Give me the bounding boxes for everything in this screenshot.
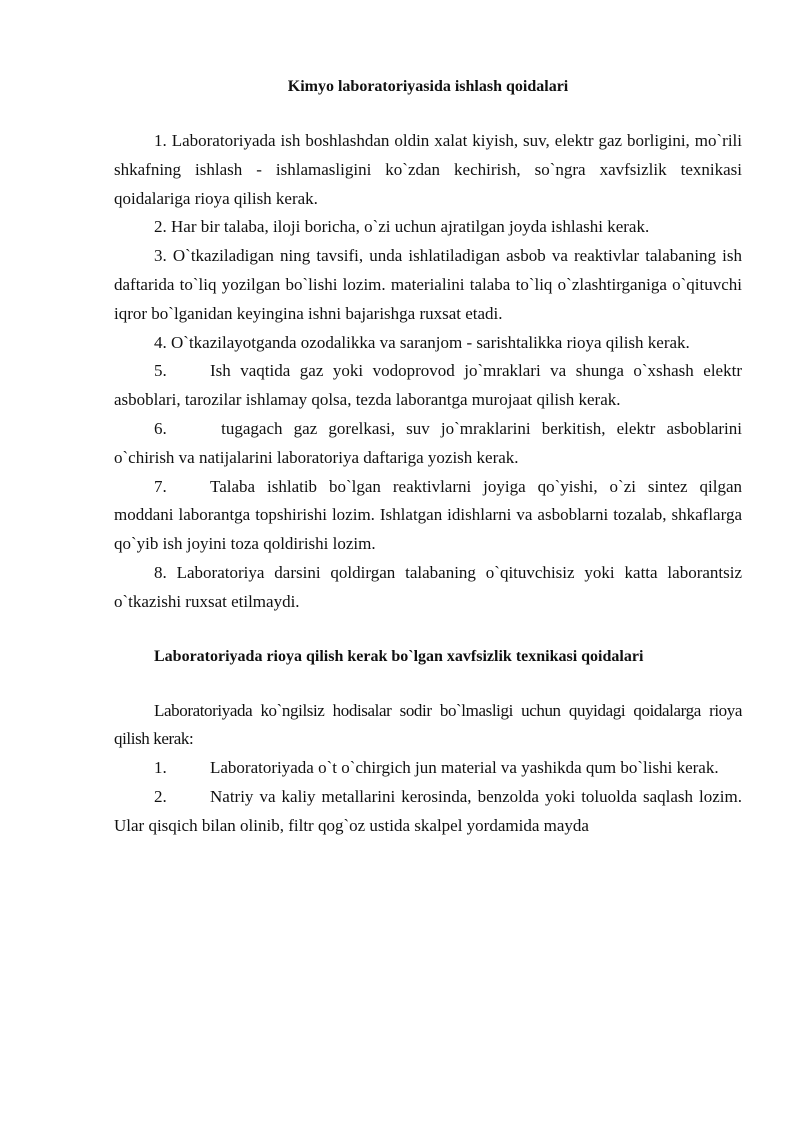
- rule-paragraph: [114, 127, 742, 213]
- rule-text: Laboratoriya darsini qoldirgan talabaning o`qituvchisiz yoki katta laborantsiz o`tkazishi ruxsat etilmaydi.: [114, 562, 743, 611]
- rule-paragraph: [114, 213, 742, 242]
- rule-text: Laboratoriyada ish boshlashdan oldin xalat kiyish, suv, elektr gaz borligini, mo`rili shkafning ishlash - ishlamasligini ko`zdan kechirish, so`ngra xavfsizlik texnikasi qoidalariga rioya qilish kerak.: [114, 131, 742, 208]
- rule-number: 2.: [154, 786, 167, 806]
- rule-text: Talaba ishlatib bo`lgan reaktivlarni joyiga qo`yishi, o`zi sintez qilgan moddani laborantga topshirishi lozim. Ishlatgan idishlarni va asboblarni tozalab, shkaflarga qo`yib ish joyini toza qoldirishi lozim.: [114, 476, 742, 554]
- rule-text: Har bir talaba, iloji boricha, o`zi uchun ajratilgan joyda ishlashi kerak.: [171, 217, 650, 237]
- rule-number: 1.: [154, 131, 167, 150]
- rule-number: 7.: [154, 476, 167, 496]
- rule-number: 8.: [154, 562, 167, 582]
- rule-paragraph: [114, 415, 742, 473]
- rule-number: 6.: [154, 418, 167, 438]
- rule-text: Natriy va kaliy metallarini kerosinda, benzolda yoki toluolda saqlash lozim. Ular qisqich bilan olinib, filtr qog`oz ustida skalpel yordamida mayda: [114, 786, 742, 835]
- rule-number: 2.: [154, 217, 167, 237]
- rule-number: 5.: [154, 361, 167, 381]
- rule-text: Ish vaqtida gaz yoki vodoprovod jo`mraklari va shunga o`xshash elektr asboblari, tarozilar ishlamay qolsa, tezda laborantga murojaat qilish kerak.: [114, 361, 742, 410]
- rule-paragraph: [114, 559, 742, 617]
- page-title: Kimyo laboratoriyasida ishlash qoidalari: [287, 78, 569, 95]
- safety-rule-paragraph: [114, 754, 742, 783]
- rule-paragraph: [114, 473, 742, 559]
- rule-text: O`tkazilayotganda ozodalikka va saranjom - sarishtalikka rioya qilish kerak.: [171, 332, 690, 352]
- rule-number: 1.: [154, 758, 167, 778]
- safety-rule-paragraph: [114, 783, 742, 841]
- rule-paragraph: [114, 242, 742, 328]
- rule-text: Laboratoriyada o`t o`chirgich jun material va yashikda qum bo`lishi kerak.: [210, 758, 719, 778]
- rule-paragraph: [114, 329, 742, 358]
- rule-number: 3.: [154, 246, 167, 266]
- rule-paragraph: [114, 357, 742, 415]
- intro-paragraph: Laboratoriyada ko`ngilsiz hodisalar sodir bo`lmasligi uchun quyidagi qoidalarga rioya qilish kerak:: [114, 700, 742, 749]
- rule-number: 4.: [154, 332, 167, 352]
- section-subtitle: Laboratoriyada rioya qilish kerak bo`lgan xavfsizlik texnikasi qoidalari: [154, 647, 644, 665]
- rule-text: O`tkaziladigan ning tavsifi, unda ishlatiladigan asbob va reaktivlar talabaning ish daftarida to`liq yozilgan bo`lishi lozim. materialini talaba to`liq o`zlashtirganiga o`qituvchi iqror bo`lganidan keyingina ishni bajarishga ruxsat etadi.: [114, 246, 743, 323]
- rule-text: tugagach gaz gorelkasi, suv jo`mraklarini berkitish, elektr asboblarini o`chirish va natijalarini laboratoriya daftariga yozish kerak.: [114, 418, 742, 467]
